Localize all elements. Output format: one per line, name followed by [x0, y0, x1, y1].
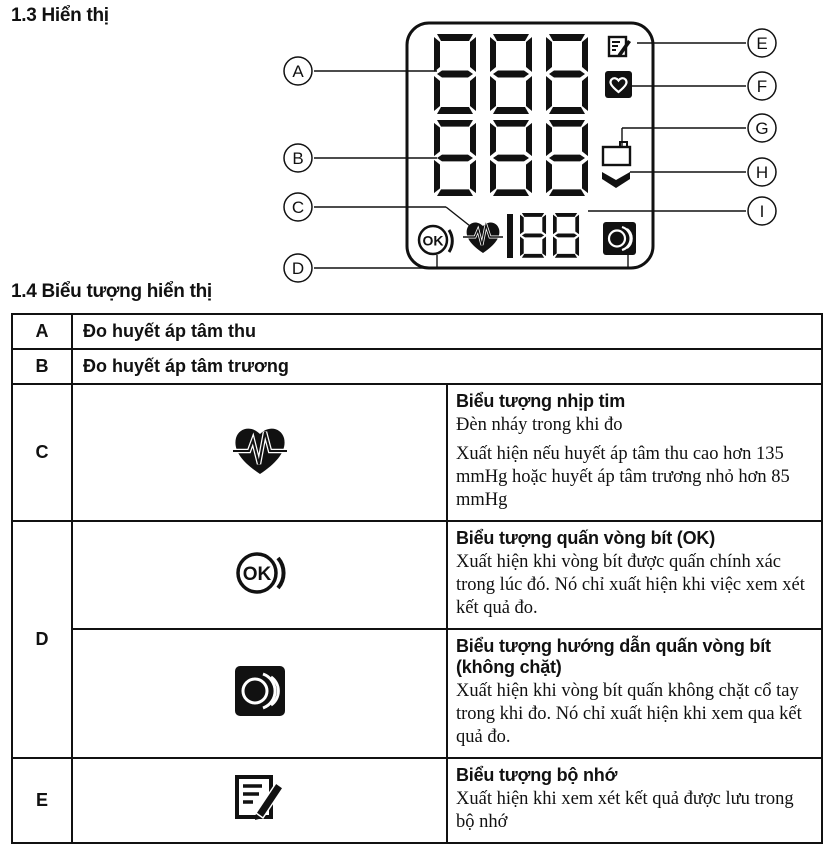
- row-icon-cell: [72, 521, 447, 629]
- row-title: Biểu tượng nhịp tim: [456, 391, 626, 411]
- cuff-loose-icon: [234, 665, 286, 717]
- callout-i: [748, 197, 776, 225]
- row-icon-cell: [72, 629, 447, 758]
- callout-a: [284, 57, 312, 85]
- row-title: Biểu tượng quấn vòng bít (OK): [456, 528, 715, 548]
- svg-text:I: I: [759, 202, 765, 221]
- row-description: [447, 629, 822, 758]
- heart-icon: [605, 71, 632, 98]
- svg-text:F: F: [756, 77, 768, 96]
- callout-b: [284, 144, 312, 172]
- row-text: Xuất hiện khi vòng bít quấn không chặt cổ tay trong khi đo. Nó chỉ xuất hiện khi xem qua kết quả đo.: [456, 681, 802, 747]
- row-title: Đo huyết áp tâm thu: [72, 314, 822, 349]
- row-title: Biểu tượng bộ nhớ: [456, 765, 618, 785]
- row-letter: D: [12, 521, 72, 758]
- memory-icon: [234, 773, 286, 823]
- svg-text:B: B: [292, 149, 304, 168]
- row-text: Đèn nháy trong khi đo: [456, 415, 623, 435]
- row-letter: C: [12, 384, 72, 521]
- callout-h: [748, 158, 776, 186]
- row-text: Xuất hiện khi xem xét kết quả được lưu trong bộ nhớ: [456, 789, 794, 832]
- systolic-digits: [434, 34, 588, 114]
- svg-text:H: H: [755, 163, 769, 182]
- row-description: [447, 521, 822, 629]
- row-title: Biểu tượng hướng dẫn quấn vòng bít (không chặt): [456, 636, 771, 677]
- table-row: [12, 349, 822, 384]
- row-description: [447, 758, 822, 843]
- pulse-digits: [507, 213, 579, 258]
- callout-f: [748, 72, 776, 100]
- row-description: [447, 384, 822, 521]
- memory-icon: [609, 37, 631, 57]
- row-icon-cell: [72, 384, 447, 521]
- table-row: [12, 521, 822, 629]
- row-letter: A: [12, 314, 72, 349]
- row-text: Xuất hiện nếu huyết áp tâm thu cao hơn 135 mmHg hoặc huyết áp tâm trương nhỏ hơn 85 mmHg: [456, 444, 790, 510]
- callout-g: [748, 114, 776, 142]
- svg-text:D: D: [291, 259, 305, 278]
- diastolic-digits: [434, 120, 588, 196]
- cuff-ok-icon: [232, 548, 288, 598]
- svg-text:G: G: [755, 119, 769, 138]
- battery-icon: [603, 142, 630, 165]
- table-row: [12, 758, 822, 843]
- heartbeat-icon: [233, 424, 287, 476]
- svg-text:A: A: [292, 62, 304, 81]
- table-row: [12, 629, 822, 758]
- arrow-down-icon: [602, 172, 630, 188]
- heartbeat-icon: [463, 222, 503, 253]
- row-letter: E: [12, 758, 72, 843]
- svg-text:E: E: [756, 34, 768, 53]
- row-title: Đo huyết áp tâm trương: [72, 349, 822, 384]
- symbols-table: [11, 313, 823, 844]
- callout-e: [748, 29, 776, 57]
- ok-icon-text: OK: [422, 232, 444, 249]
- callout-d: [284, 254, 312, 282]
- ok-cuff-icon: [419, 226, 452, 254]
- cuff-ok-icon-text: OK: [242, 563, 271, 585]
- section-title-symbols: 1.4 Biểu tượng hiển thị: [11, 281, 212, 302]
- row-text: Xuất hiện khi vòng bít được quấn chính xác trong lúc đó. Nó chỉ xuất hiện khi việc xem xét kết quả đo.: [456, 552, 805, 618]
- row-letter: B: [12, 349, 72, 384]
- section-title-display: 1.3 Hiển thị: [11, 5, 109, 26]
- table-row: [12, 384, 822, 521]
- table-row: [12, 314, 822, 349]
- row-icon-cell: [72, 758, 447, 843]
- callout-c: [284, 193, 312, 221]
- cuff-loose-icon: [603, 222, 636, 255]
- lcd-display-diagram: [0, 0, 834, 312]
- svg-text:C: C: [291, 198, 305, 217]
